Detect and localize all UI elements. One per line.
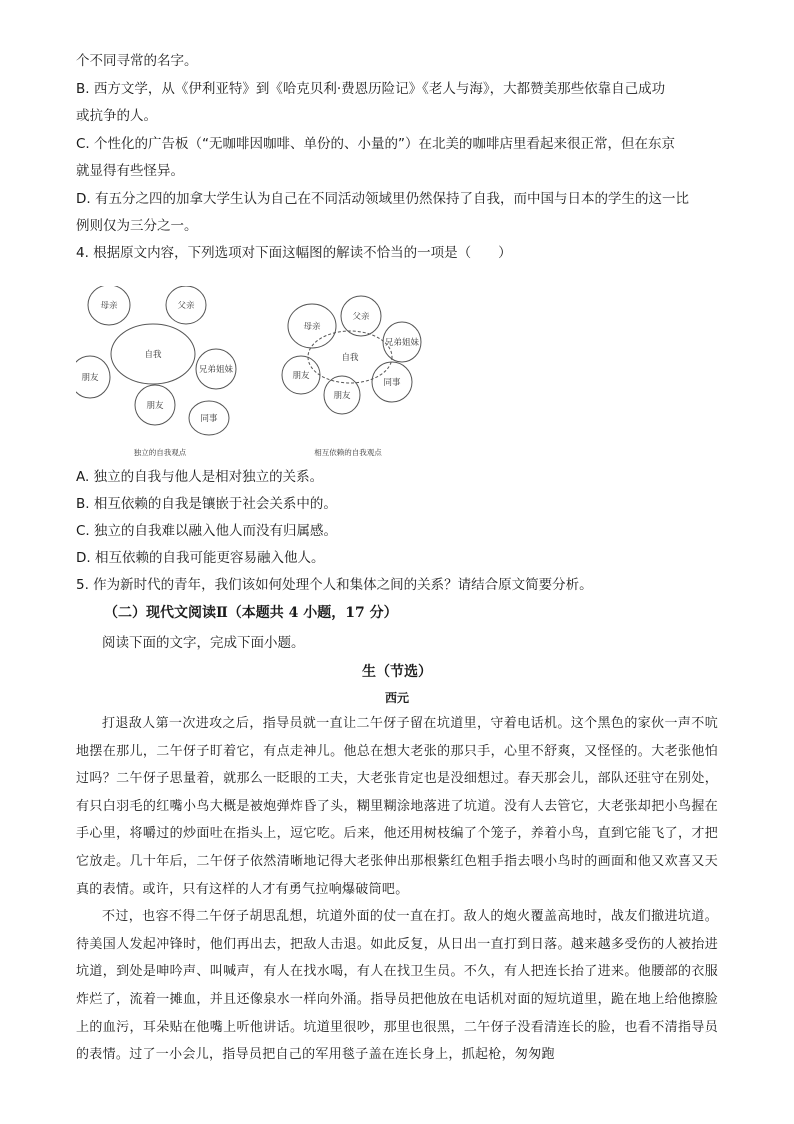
passage-paragraph-1: 打退敌人第一次进攻之后，指导员就一直让二午伢子留在坑道里，守着电话机。这个黑色的家伙一声不吭地摆在那儿，二午伢子盯着它，有点走神儿。他总在想大老张的那只手，心里不舒爽，又怪怪的。大老张他怕过吗？二午伢子思量着，就那么一眨眼的工夫，大老张肯定也是没细想过。春天那会儿，部队还驻守在别处，有只白羽毛的红嘴小鸟大概是被炮弹炸昏了头，糊里糊涂地落进了坑道。没有人去管它，大老张却把小鸟握在手心里，将嚼过的炒面吐在指头上，逗它吃。后来，他还用树枝编了个笼子，养着小鸟，直到它能飞了，才把它放走。几十年后，二午伢子依然清晰地记得大老张伸出那根紫红色粗手指去喂小鸟时的画面和他又欢喜又天真的表情。或许，只有这样的人才有勇气拉响爆破筒吧。 bbox=[76, 716, 718, 897]
q3-option-c-line2: 就显得有些怪异。 bbox=[76, 163, 184, 179]
right-siblings-label: 兄弟姐妹 bbox=[384, 338, 420, 348]
self-concept-figure bbox=[76, 286, 436, 461]
left-siblings-label: 兄弟姐妹 bbox=[198, 365, 234, 375]
q4-stem: 4. 根据原文内容，下列选项对下面这幅图的解读不恰当的一项是（ ） bbox=[76, 245, 512, 261]
right-father-label: 父亲 bbox=[352, 312, 370, 322]
q4-option-c: C. 独立的自我难以融入他人而没有归属感。 bbox=[76, 523, 338, 539]
left-colleague-label: 同事 bbox=[200, 414, 218, 424]
right-friend-label-2: 朋友 bbox=[333, 391, 351, 401]
section-instruction: 阅读下面的文字，完成下面小题。 bbox=[102, 635, 305, 651]
left-self-label: 自我 bbox=[144, 350, 162, 360]
left-mother-label: 母亲 bbox=[100, 301, 118, 311]
passage-paragraph-2: 不过，也容不得二午伢子胡思乱想，坑道外面的仗一直在打。敌人的炮火覆盖高地时，战友们撤进坑道。待美国人发起冲锋时，他们再出去，把敌人击退。如此反复，从日出一直打到日落。越来越多受伤的人被抬进坑道，到处是呻吟声、叫喊声，有人在找水喝，有人在找卫生员。不久，有人把连长抬了进来。他腰部的衣服炸烂了，流着一摊血，并且还像泉水一样向外涌。指导员把他放在电话机对面的短坑道里，跪在地上给他擦脸上的血污，耳朵贴在他嘴上听他讲话。坑道里很吵，那里也很黑，二午伢子没看清连长的脸，也看不清指导员的表情。过了一小会儿，指导员把自己的军用毯子盖在连长身上，抓起枪，匆匆跑 bbox=[76, 909, 718, 1063]
left-friend-label-2: 朋友 bbox=[146, 401, 164, 411]
q3-option-b-line1: B. 西方文学，从《伊利亚特》到《哈克贝利·费恩历险记》《老人与海》，大都赞美那些依靠自己成功 bbox=[76, 81, 666, 97]
q3-prev-line: 个不同寻常的名字。 bbox=[76, 53, 198, 69]
q4-option-d: D. 相互依赖的自我可能更容易融入他人。 bbox=[76, 550, 325, 566]
right-friend-label-1: 朋友 bbox=[292, 371, 310, 381]
left-father-label: 父亲 bbox=[177, 301, 195, 311]
q4-option-a: A. 独立的自我与他人是相对独立的关系。 bbox=[76, 469, 324, 485]
right-self-label: 自我 bbox=[341, 353, 359, 363]
right-colleague-label: 同事 bbox=[383, 378, 401, 388]
left-friend-label-1: 朋友 bbox=[81, 373, 99, 383]
q3-option-d-line2: 例则仅为三分之一。 bbox=[76, 218, 198, 234]
passage-author: 西元 bbox=[384, 691, 409, 705]
right-mother-label: 母亲 bbox=[303, 322, 321, 332]
right-figure-caption: 相互依赖的自我观点 bbox=[314, 448, 382, 457]
section-heading: （二）现代文阅读Ⅱ（本题共 4 小题，17 分） bbox=[104, 605, 398, 621]
passage-body bbox=[76, 710, 718, 1069]
q4-option-b: B. 相互依赖的自我是镶嵌于社会关系中的。 bbox=[76, 496, 337, 512]
q3-option-d-line1: D. 有五分之四的加拿大学生认为自己在不同活动领域里仍然保持了自我，而中国与日本的学生的这一比 bbox=[76, 191, 689, 207]
passage-title: 生（节选） bbox=[362, 664, 432, 680]
q5-stem: 5. 作为新时代的青年，我们该如何处理个人和集体之间的关系？请结合原文简要分析。 bbox=[76, 577, 593, 593]
self-concept-diagram bbox=[76, 286, 436, 461]
q3-option-c-line1: C. 个性化的广告板（“无咖啡因咖啡、单份的、小量的”）在北美的咖啡店里看起来很正常，但在东京 bbox=[76, 136, 675, 152]
q3-option-b-line2: 或抗争的人。 bbox=[76, 108, 157, 124]
left-figure-caption: 独立的自我观点 bbox=[133, 448, 187, 457]
